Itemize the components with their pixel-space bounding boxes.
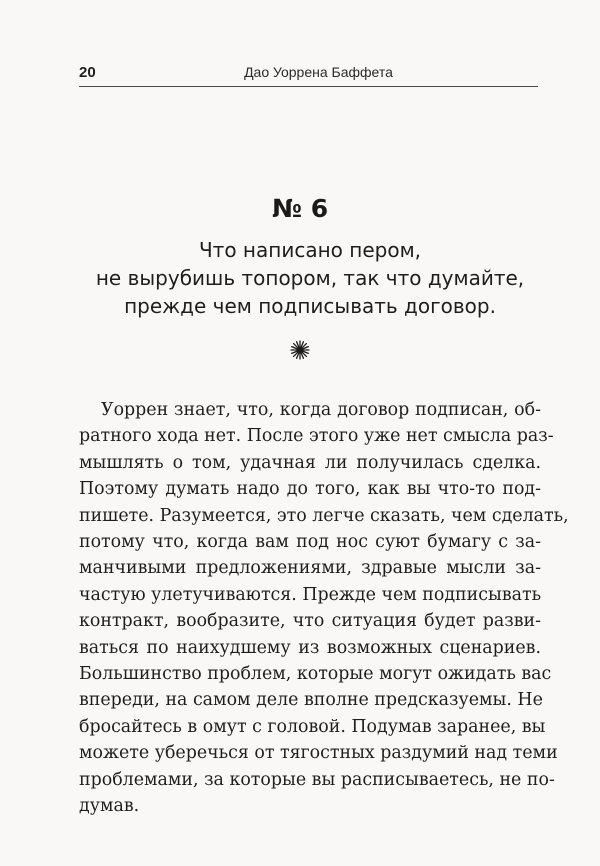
body-line: проблемами, за которые вы расписываетесь, не по-	[79, 769, 555, 790]
body-line: контракт, вообразите, что ситуация будет разви-	[79, 611, 541, 632]
epigraph-line: прежде чем подписывать договор.	[124, 294, 496, 318]
body-line: мышлять о том, удачная ли получилась сделка.	[79, 452, 541, 473]
body-line: пишете. Разумеется, это легче сказать, чем сделать,	[79, 505, 569, 526]
body-line: Большинство проблем, которые могут ожидать вас	[79, 664, 552, 685]
body-line: манчивыми предложениями, здравые мысли за-	[79, 558, 541, 579]
body-line: бросайтесь в омут с головой. Подумав заранее, вы	[79, 716, 546, 737]
epigraph	[60, 236, 560, 320]
body-line: думав.	[79, 796, 140, 817]
epigraph-line: не вырубишь топором, так что думайте,	[95, 266, 525, 290]
body-line: ратного хода нет. После этого уже нет смысла раз-	[79, 426, 554, 447]
body-line: можете уберечься от тягостных раздумий над теми	[79, 743, 558, 764]
body-line: потому что, когда вам под нос суют бумагу с за-	[79, 532, 541, 553]
body-line: Поэтому думать надо до того, как вы что-то под-	[79, 479, 541, 500]
body-paragraph	[79, 397, 569, 820]
body-line: впереди, на самом деле вполне предсказуемы. Не	[79, 690, 543, 711]
page-number: 20	[79, 64, 96, 81]
epigraph-line: Что написано пером,	[198, 238, 422, 262]
running-head	[79, 62, 538, 87]
chapter-number: № 6	[271, 194, 329, 223]
body-line: Уоррен знает, что, когда договор подписан, об-	[101, 400, 541, 420]
running-title: Дао Уоррена Баффета	[244, 64, 393, 80]
body-line: частую улетучиваются. Прежде чем подписывать	[79, 584, 542, 605]
body-line: ваться по наихудшему из возможных сценариев.	[79, 637, 541, 658]
section-ornament	[0, 340, 600, 360]
star-burst-icon	[290, 340, 310, 360]
